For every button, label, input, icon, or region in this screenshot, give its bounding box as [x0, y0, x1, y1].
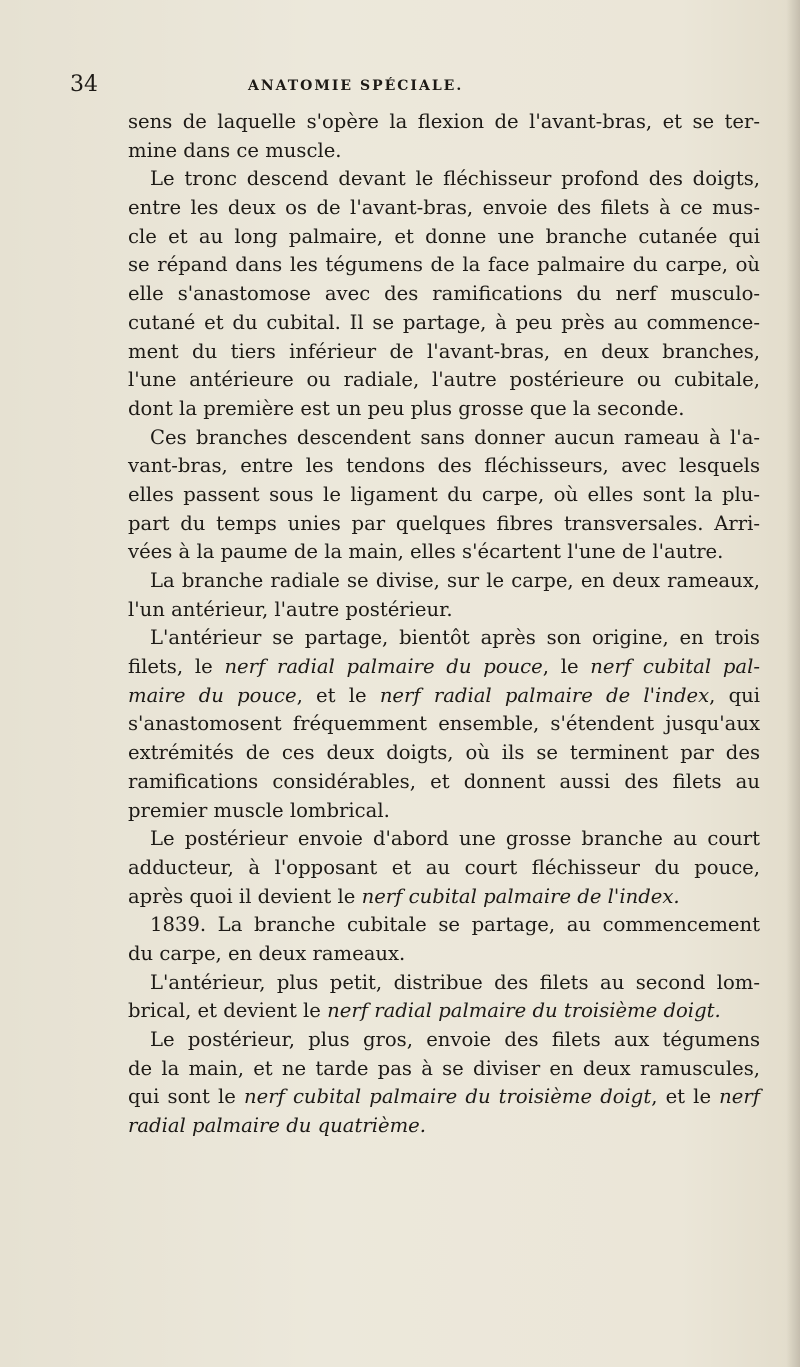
text-line: premier muscle lombrical.	[128, 798, 390, 822]
paragraph	[128, 624, 760, 825]
text-line: elles passent sous le ligament du carpe, où elles sont la plu-	[128, 482, 760, 506]
text-line: Le postérieur, plus gros, envoie des filets aux tégumens	[150, 1028, 760, 1051]
text-line: filets, le nerf radial palmaire du pouce, le nerf cubital pal-	[128, 655, 760, 679]
running-head	[70, 72, 760, 100]
text-line: L'antérieur se partage, bientôt après son origine, en trois	[150, 626, 760, 650]
paragraph	[128, 825, 760, 911]
text-line: part du temps unies par quelques fibres transversales. Arri-	[128, 511, 760, 535]
paragraph	[128, 911, 760, 968]
text-line	[128, 1112, 760, 1141]
paragraph	[128, 165, 760, 423]
text-line: l'un antérieur, l'autre postérieur.	[128, 597, 453, 621]
italic-term: nerf radial palmaire du pouce	[224, 655, 543, 679]
text-line: entre les deux os de l'avant-bras, envoie des filets à ce mus-	[128, 196, 760, 220]
text-line: extrémités de ces deux doigts, où ils se terminent par des	[128, 741, 760, 765]
text-line: brical, et devient le nerf radial palmaire du troisième doigt.	[128, 999, 721, 1023]
page-edge-shadow	[786, 0, 800, 1367]
text-line: 1839. La branche cubitale se partage, au commencement	[150, 913, 760, 937]
page-number: 34	[70, 72, 98, 97]
text-line: elle s'anastomose avec des ramifications du nerf musculo-	[128, 282, 760, 306]
text-line: mine dans ce muscle.	[128, 138, 342, 162]
text-line: ment du tiers inférieur de l'avant-bras, en deux branches,	[128, 339, 760, 363]
text-line: ramifications considérables, et donnent aussi des filets au	[128, 769, 760, 793]
text-line: adducteur, à l'opposant et au court fléchisseur du pouce,	[128, 855, 760, 879]
italic-term: nerf cubital palmaire du troisième doigt	[244, 1085, 652, 1109]
text-line: s'anastomosent fréquemment ensemble, s'étendent jusqu'aux	[128, 712, 760, 736]
text-line: maire du pouce, et le nerf radial palmaire de l'index, qui	[128, 683, 761, 707]
italic-term: nerf radial palmaire de l'index	[379, 683, 710, 707]
italic-term: nerf	[719, 1085, 760, 1109]
paragraph	[128, 969, 760, 1026]
paragraph	[128, 567, 760, 624]
italic-term: nerf cubital palmaire de l'index.	[361, 884, 680, 908]
italic-term: maire du pouce	[128, 683, 297, 707]
text-line: qui sont le nerf cubital palmaire du troisième doigt, et le nerf	[128, 1085, 760, 1109]
text-line: de la main, et ne tarde pas à se diviser en deux ramuscules,	[128, 1056, 760, 1080]
text-line: après quoi il devient le nerf cubital palmaire de l'index.	[128, 884, 680, 908]
text-line: cutané et du cubital. Il se partage, à peu près au commence-	[128, 310, 760, 334]
text-line: Le tronc descend devant le fléchisseur profond des doigts,	[150, 167, 760, 191]
italic-term: radial palmaire du quatrième.	[128, 1114, 426, 1138]
text-line: du carpe, en deux rameaux.	[128, 941, 406, 965]
running-title: ANATOMIE SPÉCIALE.	[248, 78, 464, 94]
text-line: l'une antérieure ou radiale, l'autre postérieure ou cubitale,	[128, 368, 760, 392]
text-line: Le postérieur envoie d'abord une grosse branche au court	[150, 827, 760, 851]
text-line: L'antérieur, plus petit, distribue des filets au second lom-	[150, 970, 760, 994]
text-line: La branche radiale se divise, sur le carpe, en deux rameaux,	[150, 569, 760, 592]
text-line: se répand dans les tégumens de la face palmaire du carpe, où	[128, 253, 760, 277]
italic-term: nerf radial palmaire du troisième doigt.	[327, 999, 721, 1023]
paragraph	[128, 1026, 760, 1141]
paragraph	[128, 108, 760, 165]
italic-term: nerf cubital pal-	[590, 655, 760, 679]
text-line: vées à la paume de la main, elles s'écartent l'une de l'autre.	[128, 540, 724, 564]
paragraph	[128, 424, 760, 567]
text-line: Ces branches descendent sans donner aucun rameau à l'a-	[150, 425, 760, 449]
text-line: dont la première est un peu plus grosse que la seconde.	[128, 396, 685, 420]
text-line: vant-bras, entre les tendons des fléchisseurs, avec lesquels	[128, 454, 760, 478]
body-text	[128, 108, 760, 1141]
text-line: sens de laquelle s'opère la flexion de l'avant-bras, et se ter-	[128, 110, 760, 133]
text-line: cle et au long palmaire, et donne une branche cutanée qui	[128, 224, 760, 248]
